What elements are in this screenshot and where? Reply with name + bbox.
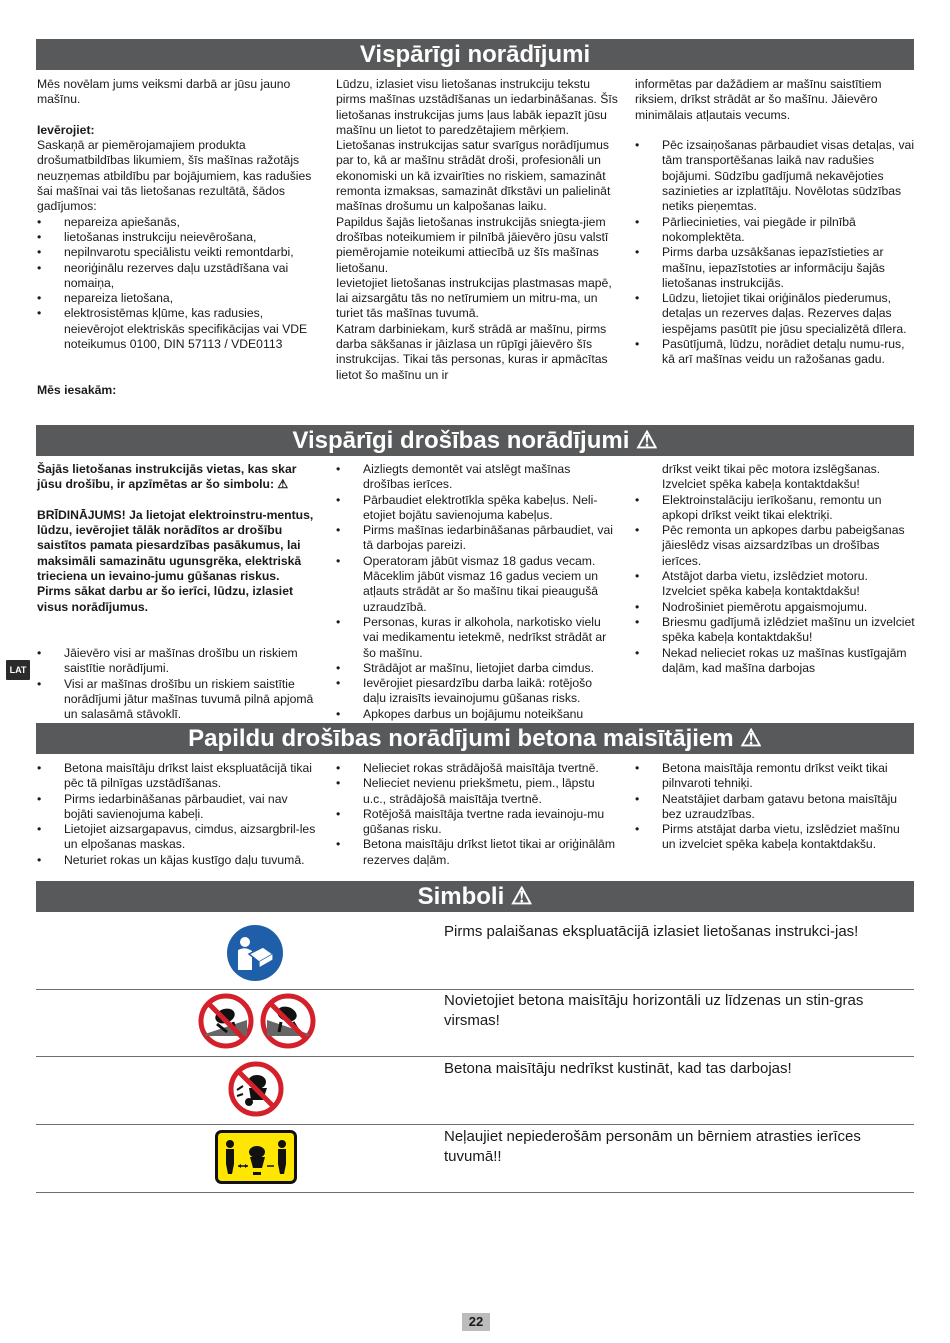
- list-item: • Pirms darba uzsākšanas iepazīstieties ar mašīnu, iepazīstoties ar informāciju šajās lietošanas instrukcijās.: [635, 245, 915, 291]
- list-item: • elektrosistēmas kļūme, kas radusies, neievērojot elektriskās specifikācijas vai VDE noteikumus 0100, DIN 57113 / VDE0113: [37, 306, 317, 352]
- page-number: 22: [462, 1313, 490, 1331]
- list-item: • Pēc remonta un apkopes darbu pabeigšanas jāieslēdz visas aizsardzības un drošības ierīces.: [635, 523, 915, 569]
- symbol-text: Pirms palaišanas ekspluatācijā izlasiet lietošanas instrukci-jas!: [444, 923, 859, 940]
- section-title-mixer: Papildu drošības norādījumi betona maisītājiem ⚠: [36, 723, 914, 754]
- general-col-2: [336, 77, 618, 383]
- mixer-col-3: [635, 761, 915, 853]
- list-item: • Betona maisītāju drīkst lietot tikai ar oriģinālām rezerves daļām.: [336, 837, 618, 868]
- list-item: • Nekad nelieciet rokas uz mašīnas kustīgajām daļām, kad mašīna darbojas: [635, 646, 915, 677]
- list-item: • Nodrošiniet piemērotu apgaismojumu.: [635, 600, 915, 615]
- list-item: • Neturiet rokas un kājas kustīgo daļu tuvumā.: [37, 853, 319, 868]
- checklist: [635, 138, 915, 367]
- list-item: • Briesmu gadījumā izlēdziet mašīnu un izvelciet spēka kabeļa kontaktdakšu!: [635, 615, 915, 646]
- list-item: • nepareiza apiešanās,: [37, 215, 317, 230]
- paragraph: Ievietojiet lietošanas instrukcijas plastmasas mapē, lai aizsargātu tās no netīrumiem un mitru-ma, un turiet tās mašīnas tuvumā.: [336, 275, 612, 321]
- list-item: • Lietojiet aizsargapavus, cimdus, aizsargbril-les un elpošanas maskas.: [37, 822, 319, 853]
- list-item: • Nelieciet nevienu priekšmetu, piem., lāpstu u.c., strādājošā maisītāja tvertnē.: [336, 776, 618, 807]
- list-item: • Visi ar mašīnas drošību un riskiem saistītie norādījumi jātur mašīnas tuvumā pilnā apjomā un salasāmā stāvoklī.: [37, 677, 319, 723]
- language-tab: LAT: [6, 660, 30, 680]
- paragraph: Lūdzu, izlasiet visu lietošanas instrukciju tekstu pirms mašīnas uzstādīšanas un iedarbināšanas. Šīs lietošanas instrukcijas jums ļaus labāk iepazīt jūsu mašīnu un lietot to paredzētajiem mērķiem.: [336, 77, 618, 137]
- warning-icon: ⚠: [636, 427, 658, 454]
- list-item: • Pirms mašīnas iedarbināšanas pārbaudiet, vai tā darbojas pareizi.: [336, 523, 618, 554]
- section-title-safety: Vispārīgi drošības norādījumi ⚠: [36, 425, 914, 456]
- safety-col-2: [336, 462, 618, 722]
- safety-read-all: Pirms sākat darbu ar šo ierīci, lūdzu, izlasiet visus norādījumus.: [37, 584, 294, 614]
- list-item: • Operatoram jābūt vismaz 18 gadus vecam. Māceklim jābūt vismaz 16 gadus veciem un atļauts strādāt ar šo mašīnu tikai pieaugušā uzraudzībā.: [336, 554, 618, 615]
- safety-warning: BRĪDINĀJUMS! Ja lietojat elektroinstru-mentus, lūdzu, ievērojiet tālāk norādītos ar drošību saistītos pamata piesardzības pasākumus, lai maksimāli samazinātu ugunsgrēka, elektriskā trieciena un ievaino-jumu gūšanas riskus.: [37, 507, 314, 584]
- list-item: • Lūdzu, lietojiet tikai oriģinālos piederumus, detaļas un rezerves daļas. Rezerves daļas iespējams pasūtīt pie jūsu specializētā dīlera.: [635, 291, 915, 337]
- list-item: • Neatstājiet darbam gatavu betona maisītāju bez uzraudzības.: [635, 792, 915, 823]
- safety-col-3: [635, 462, 915, 676]
- list-item: • nepareiza lietošana,: [37, 291, 317, 306]
- paragraph: Lietošanas instrukcijas satur svarīgus norādījumus par to, kā ar mašīnu strādāt droši, profesionāli un ekonomiski un kā izvairīties no riskiem, samazināt remonta izmaksas, samazināt dīkstāvi un palielināt mašīnas drošumu un kalpošanas laiku.: [336, 138, 611, 214]
- list-item: • Pārliecinieties, vai piegāde ir pilnībā nokomplektēta.: [635, 215, 915, 246]
- safety-col-1: [37, 462, 319, 615]
- symbol-text: Neļaujiet nepiederošām personām un bērniem atrasties ierīces tuvumā!!: [444, 1128, 861, 1165]
- symbol-text: Novietojiet betona maisītāju horizontāli uz līdzenas un stin-gras virsmas!: [444, 992, 864, 1029]
- paragraph: Katram darbiniekam, kurš strādā ar mašīnu, pirms darba sākšanas ir jāizlasa un rūpīgi jāievēro šīs instrukcijas. Tikai tās personas, kuras ir apmācītas lietot šo mašīnu un ir: [336, 321, 608, 382]
- list-item: • Jāievēro visi ar mašīnas drošību un riskiem saistītie norādījumi.: [37, 646, 319, 677]
- list-item-continued: drīkst veikt tikai pēc motora izslēgšanas. Izvelciet spēka kabeļa kontaktdakšu!: [662, 462, 881, 492]
- list-item: • nepilnvarotu speciālistu veikti remontdarbi,: [37, 245, 317, 260]
- paragraph: Papildus šajās lietošanas instrukcijās sniegta-jiem drošības noteikumiem ir pilnībā jāievēro jūsu valstī piemērojamie noteikumi attiecībā uz šīs mašīnas lietošanu.: [336, 214, 609, 275]
- list-item: • Nelieciet rokas strādājošā maisītāja tvertnē.: [336, 761, 618, 776]
- list-item: • Pasūtījumā, lūdzu, norādiet detaļu numu-rus, kā arī mašīnas veidu un ražošanas gadu.: [635, 337, 915, 368]
- list-item: • Atstājot darba vietu, izslēdziet motoru. Izvelciet spēka kabeļa kontaktdakšu!: [635, 569, 915, 600]
- list-item: • Rotējošā maisītāja tvertne rada ievainoju-mu gūšanas risku.: [336, 807, 618, 838]
- safety-col-1-list: [37, 646, 319, 722]
- warning-icon: ⚠: [740, 725, 762, 752]
- list-item: • Strādājot ar mašīnu, lietojiet darba cimdus.: [336, 661, 618, 676]
- list-item: • Apkopes darbus un bojājumu noteikšanu: [336, 707, 618, 722]
- note-text: Saskaņā ar piemērojamajiem produkta drošumatbildības likumiem, šīs mašīnas ražotājs neuzņemas atbildību par bojājumiem, kas radušies šai mašīnai vai tās lietošanas rezultātā, šādos gadījumos:: [37, 138, 312, 214]
- list-item: • Pēc izsaiņošanas pārbaudiet visas detaļas, vai tām transportēšanas laikā nav radušies bojājumi. Sūdzību gadījumā nekavējoties sazinieties ar izplatītāju. Novēlotas sūdzības netiks pieņemtas.: [635, 138, 915, 214]
- safety-intro: Šajās lietošanas instrukcijās vietas, kas skar jūsu drošību, ir apzīmētas ar šo simbolu: ⚠: [37, 462, 297, 492]
- list-item: • Pirms atstājat darba vietu, izslēdziet mašīnu un izvelciet spēka kabeļa kontaktdakšu.: [635, 822, 915, 853]
- list-item: • Pārbaudiet elektrotīkla spēka kabeļus. Neli-etojiet bojātu savienojuma kabeļus.: [336, 493, 618, 524]
- list-item: • Elektroinstalāciju ierīkošanu, remontu un apkopi drīkst veikt tikai elektriķi.: [635, 493, 915, 524]
- liability-list: [37, 215, 317, 353]
- mixer-col-1: [37, 761, 319, 868]
- list-item: • Betona maisītāja remontu drīkst veikt tikai pilnvaroti tehniķi.: [635, 761, 915, 792]
- general-col-3: [635, 77, 915, 368]
- mixer-col-2: [336, 761, 618, 868]
- list-item: • Betona maisītāju drīkst laist ekspluatācijā tikai pēc tā pilnīgas uzstādīšanas.: [37, 761, 319, 792]
- no-tilt-icon: [197, 992, 321, 1050]
- list-item: • neoriģinālu rezerves daļu uzstādīšana vai nomaiņa,: [37, 261, 317, 292]
- note-heading: Ievērojiet:: [37, 122, 95, 137]
- list-item: • Ievērojiet piesardzību darba laikā: rotējošo daļu izraisīts ievainojumu gūšanas risks.: [336, 676, 618, 707]
- list-item: • lietošanas instrukciju neievērošana,: [37, 230, 317, 245]
- intro-text: Mēs novēlam jums veiksmi darbā ar jūsu jauno mašīnu.: [37, 77, 291, 107]
- list-item: • Aizliegts demontēt vai atslēgt mašīnas drošības ierīces.: [336, 462, 618, 493]
- section-title-general: Vispārīgi norādījumi: [36, 39, 914, 70]
- list-item: • Personas, kuras ir alkohola, narkotisko vielu vai medikamentu ietekmē, nedrīkst strādāt ar šo mašīnu.: [336, 615, 618, 661]
- general-col-1: [37, 77, 317, 398]
- symbol-text: Betona maisītāju nedrīkst kustināt, kad tas darbojas!: [444, 1060, 792, 1077]
- list-item: • Pirms iedarbināšanas pārbaudiet, vai nav bojāti savienojuma kabeļi.: [37, 792, 319, 823]
- no-moving-mixer-icon: [227, 1060, 285, 1118]
- recommend-heading: Mēs iesakām:: [37, 382, 117, 397]
- section-title-symbols: Simboli ⚠: [36, 881, 914, 912]
- keep-distance-icon: [215, 1130, 297, 1184]
- paragraph: informētas par dažādiem ar mašīnu saistītiem riksiem, drīkst strādāt ar šo mašīnu. Jāievēro minimālais atļautais vecums.: [635, 77, 882, 122]
- warning-icon: ⚠: [510, 883, 533, 910]
- read-manual-icon: [226, 924, 284, 982]
